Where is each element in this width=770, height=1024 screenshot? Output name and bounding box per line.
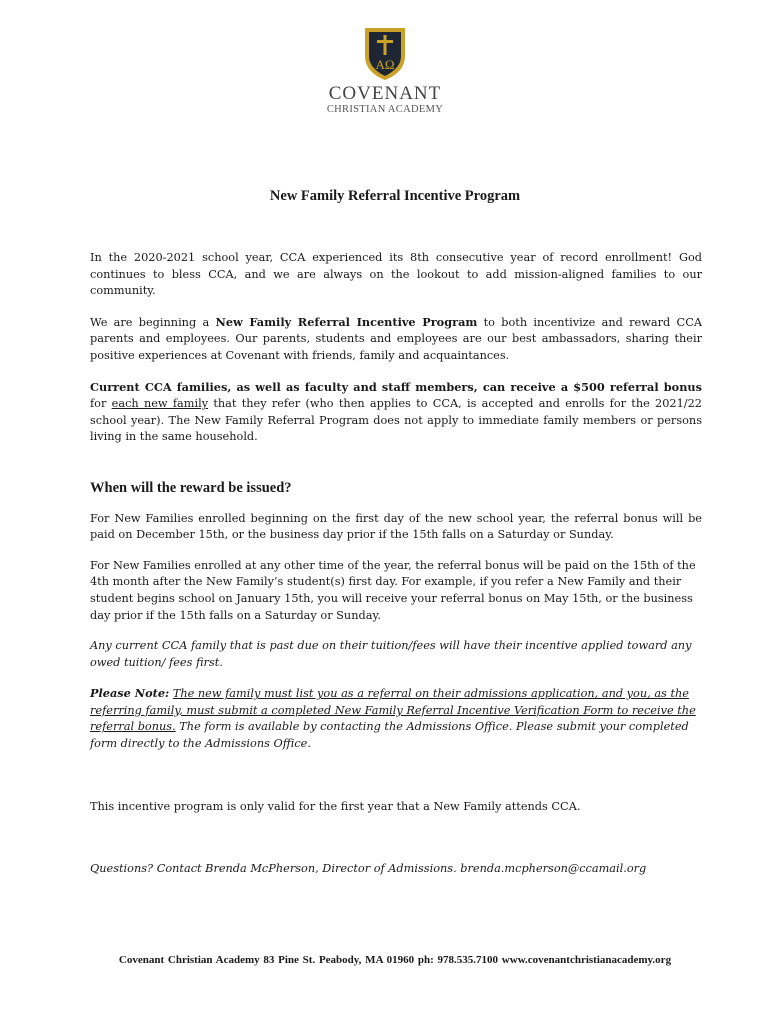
please-note-label: Please Note: bbox=[90, 686, 170, 701]
reward-heading: When will the reward be issued? bbox=[90, 479, 292, 496]
page-title: New Family Referral Incentive Program bbox=[269, 188, 521, 204]
questions-contact: Questions? Contact Brenda McPherson, Director of Admissions. brenda.mcpherson@ccamail.org bbox=[90, 862, 647, 876]
bonus-paragraph: Current CCA families, as well as faculty and staff members, can receive a $500 referral bonus for each new family that they refer (who then applies to CCA, is accepted and enrolls for the 2021/22 school year). The New Family Referral Program does not apply to immediate family members or persons living in the same household. bbox=[90, 379, 702, 444]
logo-subtitle: CHRISTIAN ACADEMY bbox=[326, 104, 444, 115]
please-note-paragraph: Please Note: The new family must list you as a referral on their admissions application, and you, as the referring family, must submit a completed New Family Referral Incentive Verification Form to receive the referral bonus. The form is available by contacting the Admissions Office. Please submit your completed form directly to the Admissions Office. bbox=[90, 686, 696, 751]
program-name: New Family Referral Incentive Program bbox=[215, 314, 478, 329]
logo-name: COVENANT bbox=[328, 83, 442, 104]
validity-statement: This incentive program is only valid for the first year that a New Family attends CCA. bbox=[90, 799, 581, 813]
school-logo bbox=[0, 26, 770, 116]
each-new-family-text: each new family bbox=[111, 397, 209, 411]
reward-paragraph-2: For New Families enrolled at any other time of the year, the referral bonus will be paid on the 15th of the 4th month after the New Family’s student(s) first day. For example, if you refer a New Family and their student begins school on January 15th, you will receive your referral bonus on May 15th, or the business day prior if the 15th falls on a Saturday or Sunday. bbox=[90, 558, 696, 622]
intro-paragraph: In the 2020-2021 school year, CCA experienced its 8th consecutive year of record enrollment! God continues to bless CCA, and we are always on the lookout to add mission-aligned families to our community. bbox=[90, 251, 702, 298]
shield-crest-icon bbox=[363, 26, 407, 82]
reward-paragraph-1: For New Families enrolled beginning on the first day of the new school year, the referral bonus will be paid on December 15th, or the business day prior if the 15th falls on a Saturday or Sunday. bbox=[90, 511, 702, 542]
program-paragraph: We are beginning a New Family Referral Incentive Program to both incentivize and reward CCA parents and employees. Our parents, students and employees are our best ambassadors, sharing their positive experiences at Covenant with friends, family and acquaintances. bbox=[90, 314, 702, 362]
referral-requirement: The new family must list you as a referral on their admissions application, and you, as the referring family, must submit a completed New Family Referral Incentive Verification Form to receive the referral bonus. bbox=[90, 687, 696, 734]
bonus-statement: Current CCA families, as well as faculty and staff members, can receive a $500 referral bonus bbox=[90, 379, 702, 394]
document-body bbox=[90, 250, 702, 878]
past-due-note: Any current CCA family that is past due on their tuition/fees will have their incentive applied toward any owed tuition/ fees first. bbox=[90, 639, 692, 669]
footer-contact: Covenant Christian Academy 83 Pine St. Peabody, MA 01960 ph: 978.535.7100 www.covenantchristianacademy.org bbox=[118, 954, 672, 966]
svg-text:AΩ: AΩ bbox=[375, 57, 395, 72]
